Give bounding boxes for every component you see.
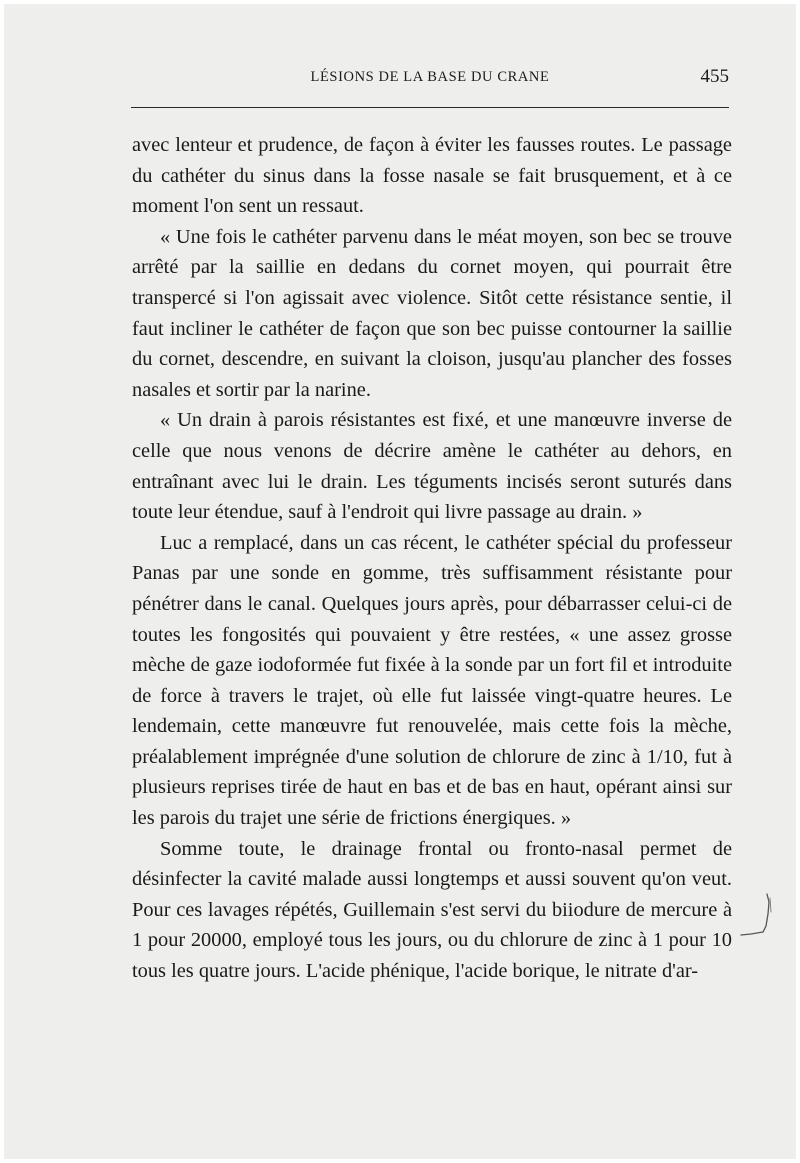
- paragraph: « Un drain à parois résistantes est fixé, et une manœuvre inverse de celle que nous venons de décrire amène le cathéter au dehors, en entraînant avec lui le drain. Les téguments incisés seront suturés dans toute leur étendue, sauf à l'endroit qui livre passage au drain. »: [132, 409, 732, 524]
- pencil-margin-mark: [737, 892, 777, 942]
- running-head: LÉSIONS DE LA BASE DU CRANE: [310, 69, 550, 85]
- paragraph: « Une fois le cathéter parvenu dans le méat moyen, son bec se trouve arrêté par la saillie en dedans du cornet moyen, qui pourrait être transpercé si l'on agissait avec violence. Sitôt cette résistance sentie, il faut incliner le cathéter de façon que son bec puisse contourner la saillie du cornet, descendre, en suivant la cloison, jusqu'au plancher des fosses nasales et sortir par la narine.: [132, 225, 732, 401]
- paragraph: Luc a remplacé, dans un cas récent, le cathéter spécial du professeur Panas par une sonde en gomme, très suffisamment résistante pour pénétrer dans le canal. Quelques jours après, pour débarrasser celui-ci de toutes les fongosités qui pouvaient y être restées, « une assez grosse mèche de gaze iodoformée fut fixée à la sonde par un fort fil et introduite de force à travers le trajet, où elle fut laissée vingt-quatre heures. Le lendemain, cette manœuvre fut renouvelée, mais cette fois la mèche, préalablement imprégnée d'une solution de chlorure de zinc à 1/10, fut à plusieurs reprises tirée de haut en bas et de bas en haut, opérant ainsi sur les parois du trajet une série de frictions énergiques. »: [132, 531, 732, 830]
- page-number: 455: [700, 66, 729, 87]
- paragraph: Somme toute, le drainage frontal ou fronto-nasal permet de désinfecter la cavité malade aussi longtemps et aussi souvent qu'on veut. Pour ces lavages répétés, Guillemain s'est servi du biiodure de mercure à 1 pour 20000, employé tous les jours, ou du chlorure de zinc à 1 pour 10 tous les quatre jours. L'acide phénique, l'acide borique, le nitrate d'ar-: [132, 837, 732, 983]
- book-page: [4, 4, 796, 1159]
- header-rule: [131, 107, 729, 108]
- page-header: [131, 62, 729, 94]
- body-text: [132, 130, 732, 987]
- paragraph: avec lenteur et prudence, de façon à éviter les fausses routes. Le passage du cathéter du sinus dans la fosse nasale se fait brusquement, et à ce moment l'on sent un ressaut.: [132, 134, 732, 218]
